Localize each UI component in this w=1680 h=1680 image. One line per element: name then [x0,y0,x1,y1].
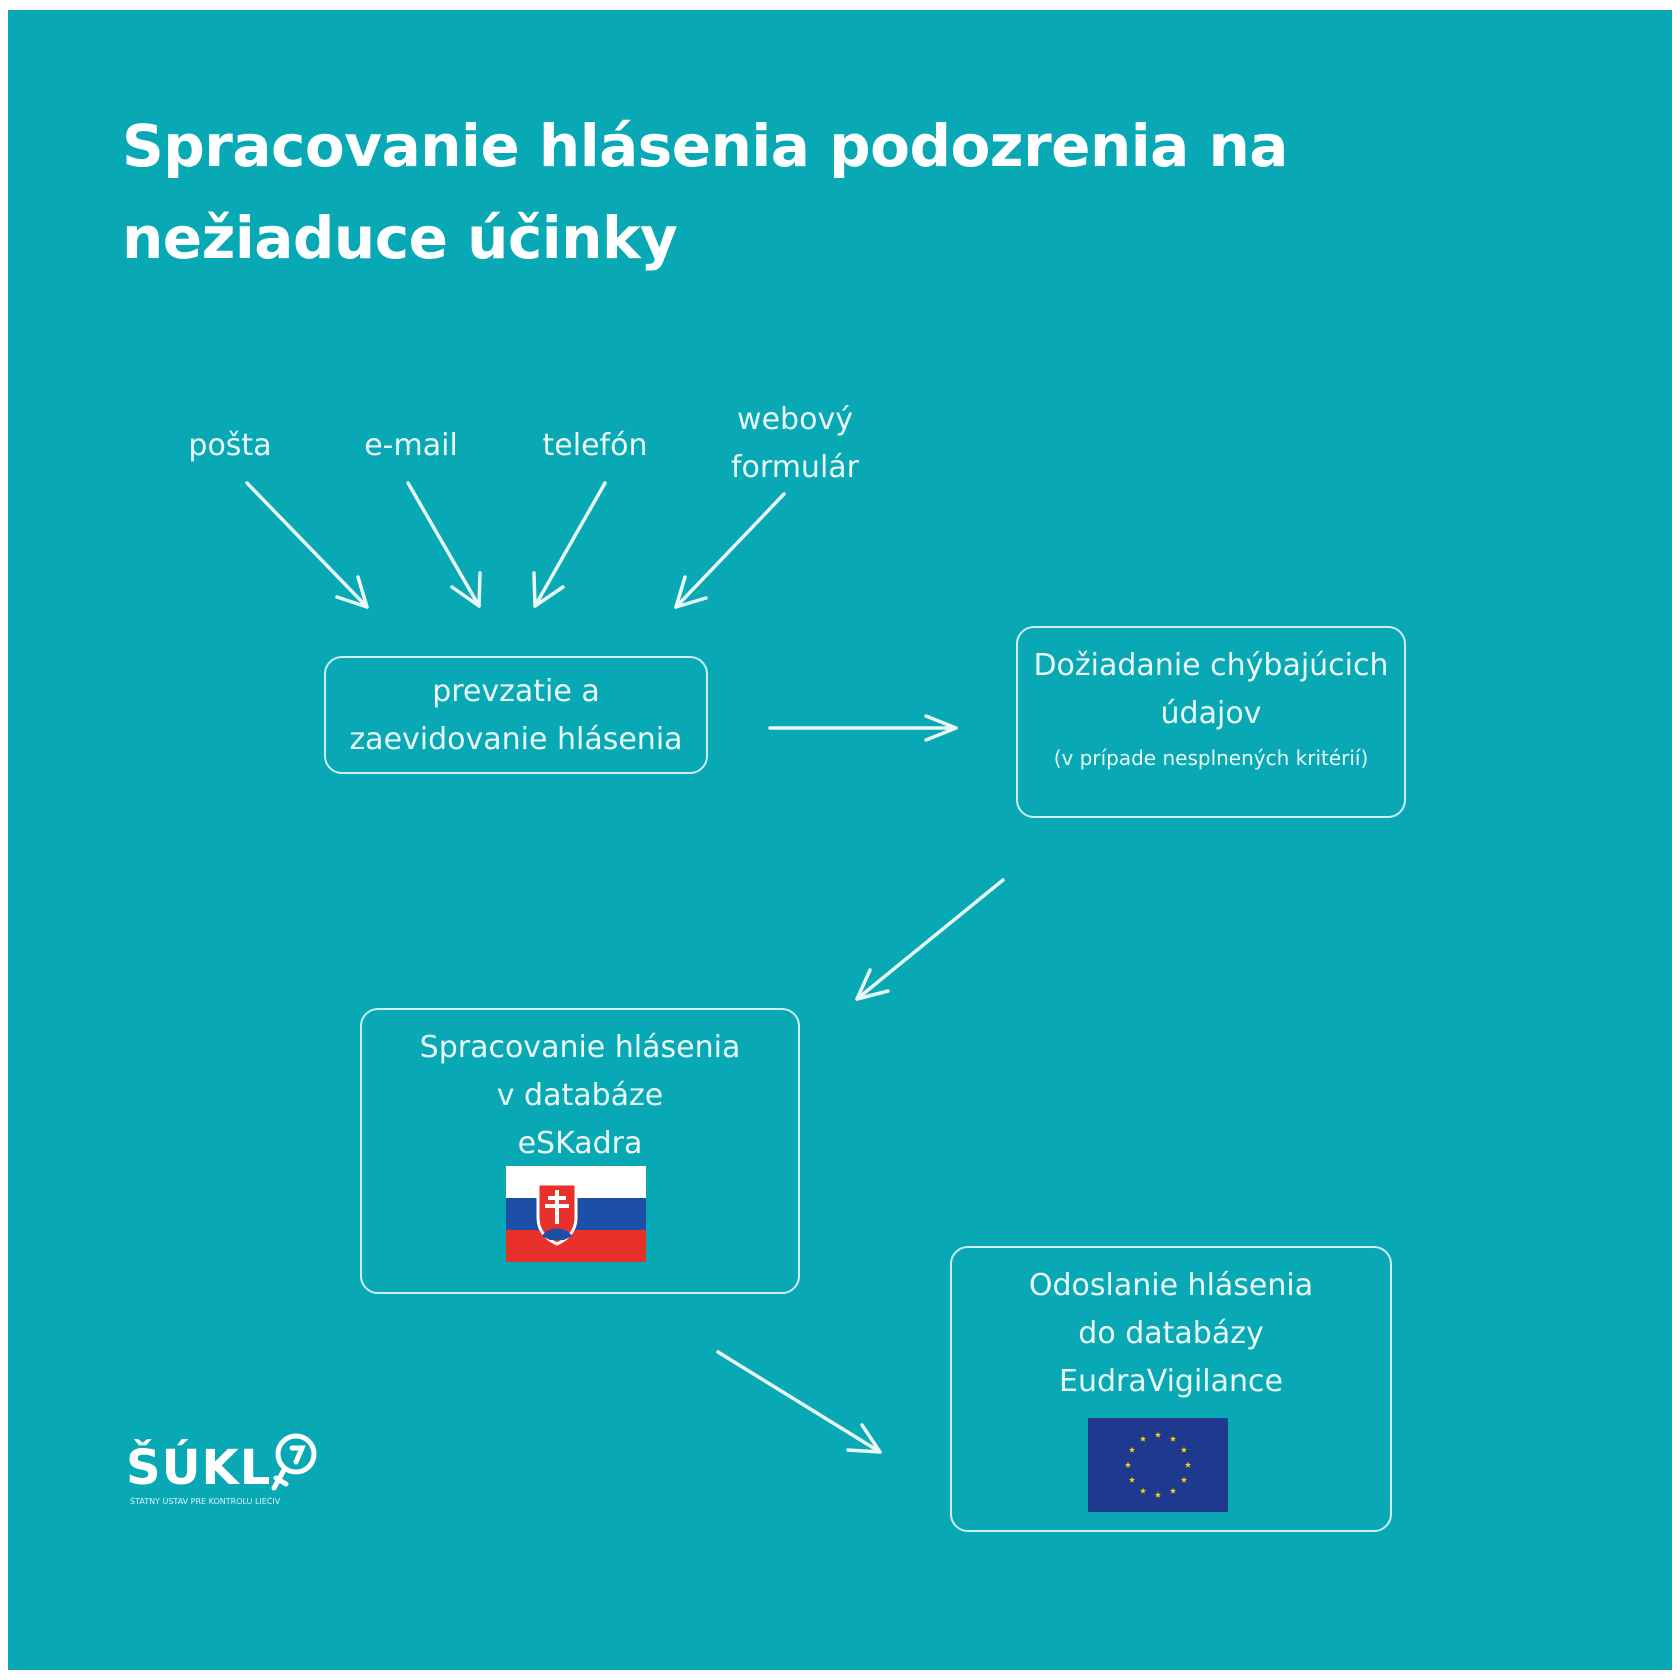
arrow-web-to-receive-icon [676,494,784,607]
sukl-logo-tagline: ŠTÁTNY ÚSTAV PRE KONTROLU LIEČIV [130,1497,281,1506]
title-line-2: nežiaduce účinky [122,204,678,272]
step-receive-line-2: zaevidovanie hlásenia [349,722,683,757]
source-email: e-mail [364,428,458,463]
step-send-line-3: EudraVigilance [1059,1364,1283,1399]
step-request-note: (v prípade nesplnených kritérií) [1053,746,1369,770]
sukl-logo: ŠÚKL [126,1440,272,1496]
step-process-line-1: Spracovanie hlásenia [419,1030,741,1065]
step-request-line-2: údajov [1160,696,1262,731]
title-line-1: Spracovanie hlásenia podozrenia na [122,112,1288,180]
source-posta: pošta [188,428,272,463]
arrow-email-to-receive-icon [408,483,480,606]
step-process-line-3: eSKadra [517,1126,643,1161]
step-process-line-2: v databáze [496,1078,664,1113]
source-telefon: telefón [542,428,648,463]
arrow-telefon-to-receive-icon [534,483,605,606]
step-send-line-2: do databázy [1078,1316,1264,1351]
arrow-posta-to-receive-icon [247,483,367,607]
source-webovy-formular: webový formulár [730,402,859,485]
arrow-request-to-process-icon [857,880,1003,999]
sukl-logo-icon [262,1430,326,1500]
step-request-line-1: Dožiadanie chýbajúcich [1033,648,1389,683]
step-receive-line-1: prevzatie a [432,674,600,709]
step-send-line-1: Odoslanie hlásenia [1028,1268,1314,1303]
arrow-process-to-send-icon [718,1352,880,1452]
arrow-receive-to-request-icon [770,716,956,740]
